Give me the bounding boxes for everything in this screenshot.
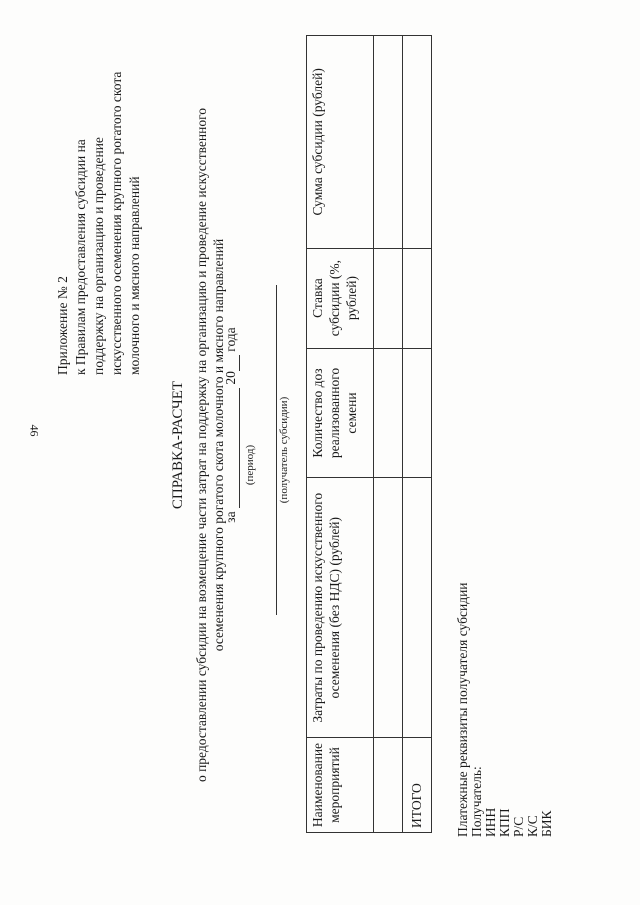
table-cell [374, 478, 403, 738]
appendix-line: искусственного осеменения крупного рогатого скота [109, 71, 124, 375]
table-cell [403, 478, 432, 738]
table-cell [403, 348, 432, 478]
recipient-label: (получатель субсидии) [278, 396, 290, 504]
period-suffix: года [223, 327, 238, 352]
header-activities: Наименование мероприятий [307, 738, 374, 833]
total-label: ИТОГО [403, 738, 432, 833]
table-cell [374, 738, 403, 833]
table-cell [403, 248, 432, 348]
payment-requisites [456, 417, 554, 837]
requisites-line: КПП [497, 808, 512, 837]
table-row [374, 36, 403, 833]
requisites-line: БИК [539, 810, 554, 837]
recipient-line [276, 285, 277, 615]
table-total-row [403, 36, 432, 833]
subtitle-line: о предоставлении субсидии на возмещение части затрат на поддержку на организацию и проведение искусственного [194, 107, 209, 783]
period-line [223, 245, 240, 605]
appendix-line: молочного и мясного направлений [127, 176, 142, 375]
document-subtitle [193, 65, 227, 825]
requisites-line: Получатель: [469, 766, 484, 837]
header-subsidy-sum: Сумма субсидии (рублей) [307, 36, 374, 249]
table-cell [374, 36, 403, 249]
period-label: (период) [244, 444, 256, 486]
period-year-prefix: 20 [223, 371, 238, 385]
table-cell [403, 36, 432, 249]
requisites-line: ИНН [483, 807, 498, 837]
calculation-table [306, 35, 432, 833]
appendix-line: к Правилам предоставления субсидии на [73, 139, 88, 375]
year-blank [223, 355, 240, 371]
period-prefix: за [223, 511, 238, 523]
header-rate: Ставка субсидии (%, рублей) [307, 248, 374, 348]
document-title: СПРАВКА-РАСЧЕТ [170, 380, 186, 510]
requisites-title: Платежные реквизиты получателя субсидии [455, 582, 470, 837]
table-cell [374, 248, 403, 348]
header-doses: Количество доз реализованного семени [307, 348, 374, 478]
page-number: 46 [27, 424, 42, 437]
appendix-header [54, 0, 144, 375]
header-costs: Затраты по проведению искусственного осеменения (без НДС) (рублей) [307, 478, 374, 738]
table-header-row [307, 36, 374, 833]
requisites-line: Р/С [511, 816, 526, 837]
subtitle-line: осеменения крупного рогатого скота молочного и мясного направлений [211, 238, 226, 652]
appendix-line: Приложение № 2 [55, 276, 70, 375]
table-cell [374, 348, 403, 478]
appendix-line: поддержку на организацию и проведение [91, 137, 106, 375]
requisites-line: К/С [525, 815, 540, 837]
period-blank [223, 388, 240, 508]
